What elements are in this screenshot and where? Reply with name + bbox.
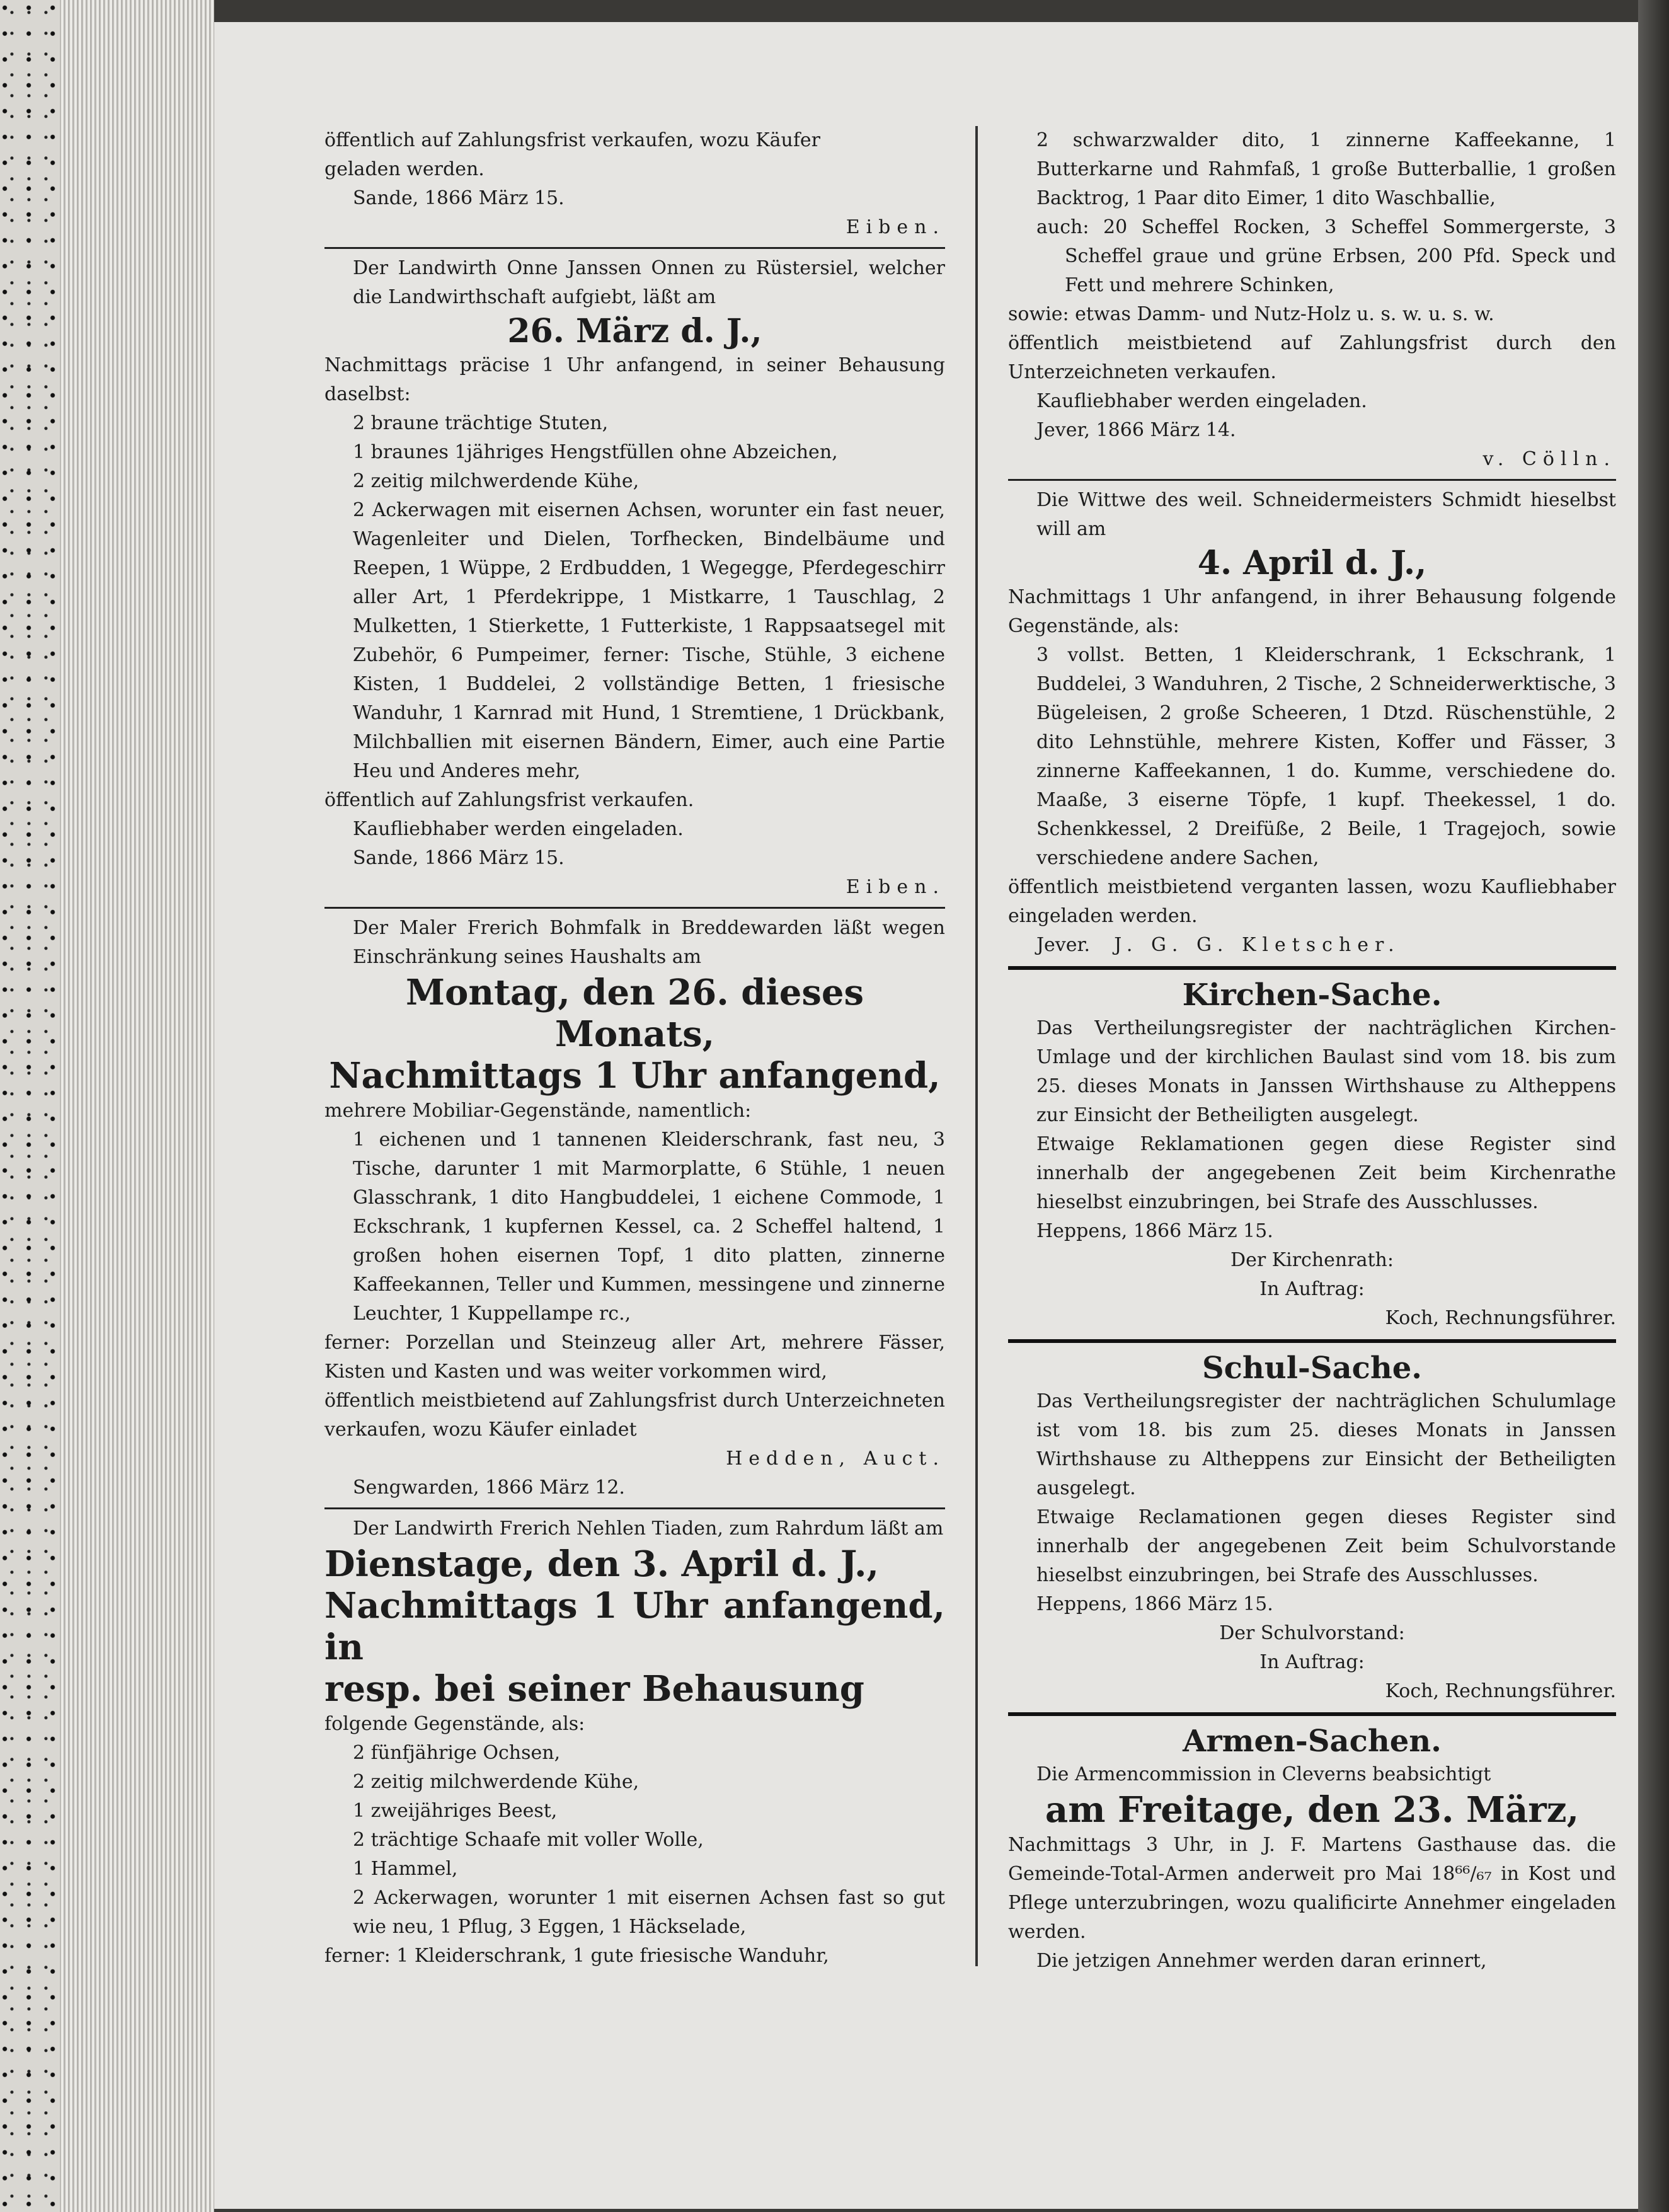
- separator: [1008, 1712, 1616, 1716]
- notice-paragraph: Etwaige Reclamationen gegen dieses Register sind innerhalb der angegebenen Zeit beim Schulvorstande hieselbst einzubringen, bei Strafe des Ausschlusses.: [1036, 1506, 1616, 1586]
- page-stack-edges: [60, 0, 214, 2212]
- signature: Hedden, Auct.: [726, 1448, 945, 1470]
- ad-time: Nachmittags 1 Uhr anfangend,: [329, 1055, 941, 1097]
- list-item: 1 braunes 1jähriges Hengstfüllen ohne Abzeichen,: [353, 441, 838, 463]
- list-item: 2 schwarzwalder dito, 1 zinnerne Kaffeekanne, 1 Butterkarne und Rahmfaß, 1 große Butterballie, 1 großen Backtrog, 1 Paar dito Eimer, 1 dito Waschballie,: [1036, 129, 1616, 209]
- ad-invite: Kaufliebhaber werden eingeladen.: [1036, 390, 1367, 412]
- list-item: 3 vollst. Betten, 1 Kleiderschrank, 1 Eckschrank, 1 Buddelei, 3 Wanduhren, 2 Tische, 2 Schneiderwerktische, 3 Bügeleisen, 2 große Scheeren, 1 Dtzd. Rüschenstühle, 2 dito Lehnstühle, mehrere Kisten, Koffer und Fässer, 3 zinnerne Kaffeekannen, 1 do. Kumme, verschiedene do. Maaße, 3 eiserne Töpfe, 1 kupf. Theekessel, 1 do. Schenkkessel, 2 Dreifüße, 2 Beile, 1 Tragejoch, sowie verschiedene andere Sachen,: [1036, 644, 1616, 869]
- notice-paragraph: Die jetzigen Annehmer werden daran erinnert,: [1036, 1950, 1487, 1972]
- ad-more: sowie: etwas Damm- und Nutz-Holz u. s. w. u. s. w.: [1008, 303, 1494, 325]
- signature: Koch, Rechnungsführer.: [1385, 1307, 1616, 1329]
- book-edge-speckled: [0, 0, 60, 2212]
- ad-intro: Die Wittwe des weil. Schneidermeisters Schmidt hieselbst will am: [1036, 489, 1616, 540]
- signature-line: [1008, 931, 1616, 960]
- ad-invite: Kaufliebhaber werden eingeladen.: [353, 818, 684, 840]
- ad-closing: öffentlich meistbietend auf Zahlungsfrist durch den Unterzeichneten verkaufen.: [1008, 332, 1616, 383]
- ad-time: Nachmittags 1 Uhr anfangend, in: [324, 1585, 945, 1668]
- list-item: 2 Ackerwagen mit eisernen Achsen, worunter ein fast neuer, Wagenleiter und Dielen, Torfhecken, Bindelbäume und Reepen, 1 Wüppe, 2 Erdbudden, 1 Wegegge, Pferdegeschirr aller Art, 1 Pferdekrippe, 1 Mistkarre, 1 Tauschlag, 2 Mulketten, 1 Stierkette, 1 Futterkiste, 1 Rappsaatsegel mit Zubehör, 6 Pumpeimer, ferner: Tische, Stühle, 3 eichene Kisten, 1 Buddelei, 2 vollständige Betten, 1 friesische Wanduhr, 1 Karnrad mit Hund, 1 Stremtiene, 1 Drückbank, Milchballien mit eisernen Bändern, Eimer, auch eine Partie Heu und Anderes mehr,: [353, 499, 945, 782]
- notice-paragraph: Etwaige Reklamationen gegen diese Register sind innerhalb der angegebenen Zeit beim Kirchenrathe hieselbst einzubringen, bei Strafe des Ausschlusses.: [1036, 1133, 1616, 1213]
- ad-closing: öffentlich auf Zahlungsfrist verkaufen.: [324, 789, 694, 811]
- notice-paragraph: Die Armencommission in Cleverns beabsichtigt: [1036, 1763, 1491, 1785]
- ad-more: auch: 20 Scheffel Rocken, 3 Scheffel Sommergerste, 3 Scheffel graue und grüne Erbsen, 200 Pfd. Speck und Fett und mehrere Schinken,: [1036, 216, 1616, 296]
- ad-closing: öffentlich meistbietend verganten lassen, wozu Kaufliebhaber eingeladen werden.: [1008, 876, 1616, 927]
- signature: Koch, Rechnungsführer.: [1385, 1680, 1616, 1702]
- separator: [1008, 966, 1616, 970]
- place-date: Heppens, 1866 März 15.: [1036, 1593, 1273, 1615]
- left-column: [324, 126, 945, 1971]
- list-item: 2 fünfjährige Ochsen,: [353, 1742, 561, 1764]
- separator: [1008, 1339, 1616, 1343]
- signatory: Der Kirchenrath:: [1230, 1249, 1394, 1271]
- signatory: In Auftrag:: [1259, 1278, 1365, 1300]
- separator: [324, 247, 945, 249]
- notice-paragraph: Nachmittags 3 Uhr, in J. F. Martens Gasthause das. die Gemeinde-Total-Armen anderweit pro Mai 18⁶⁶/₆₇ in Kost und Pflege unterzubringen, wozu qualificirte Annehmer eingeladen werden.: [1008, 1834, 1616, 1943]
- section-title-schul: Schul-Sache.: [1202, 1351, 1422, 1386]
- notice-paragraph: Das Vertheilungsregister der nachträglichen Schulumlage ist vom 18. bis zum 25. dieses Monats in Janssen Wirthshause zu Altheppens zur Einsicht der Betheiligten ausgelegt.: [1036, 1390, 1616, 1499]
- signatory: Der Schulvorstand:: [1219, 1622, 1405, 1644]
- column-divider: [975, 126, 978, 1966]
- separator: [324, 907, 945, 909]
- ad-location: resp. bei seiner Behausung: [324, 1668, 864, 1710]
- section-title-armen: Armen-Sachen.: [1183, 1724, 1442, 1759]
- right-book-edge: [1638, 0, 1669, 2212]
- ad-date: Dienstage, den 3. April d. J.,: [324, 1543, 880, 1585]
- ad-closing: öffentlich meistbietend auf Zahlungsfrist durch Unterzeichneten verkaufen, wozu Käufer einladet: [324, 1390, 945, 1441]
- ad-text: Nachmittags 1 Uhr anfangend, in ihrer Behausung folgende Gegenstände, als:: [1008, 586, 1616, 637]
- list-item: 2 trächtige Schaafe mit voller Wolle,: [353, 1829, 704, 1851]
- text-line: geladen werden.: [324, 158, 485, 180]
- list-item: 2 Ackerwagen, worunter 1 mit eisernen Achsen fast so gut wie neu, 1 Pflug, 3 Eggen, 1 Häckselade,: [353, 1887, 945, 1938]
- list-item: 2 zeitig milchwerdende Kühe,: [353, 470, 639, 492]
- list-item: 2 braune trächtige Stuten,: [353, 412, 609, 434]
- text-line: öffentlich auf Zahlungsfrist verkaufen, wozu Käufer: [324, 129, 821, 151]
- place-date: Sande, 1866 März 15.: [353, 187, 565, 209]
- signature: J. G. G. Kletscher.: [1114, 934, 1401, 956]
- ad-text: folgende Gegenstände, als:: [324, 1713, 585, 1735]
- list-item: 1 Hammel,: [353, 1858, 458, 1880]
- list-item: 1 eichenen und 1 tannenen Kleiderschrank, fast neu, 3 Tische, darunter 1 mit Marmorplatte, 6 Stühle, 1 neuen Glasschrank, 1 dito Hangbuddelei, 1 eichene Commode, 1 Eckschrank, 1 kupfernen Kessel, ca. 2 Scheffel haltend, 1 großen hohen eisernen Topf, 1 dito platten, zinnerne Kaffeekannen, Teller und Kummen, messingene und zinnerne Leuchter, 1 Kuppellampe rc.,: [353, 1129, 945, 1325]
- signature: Eiben.: [846, 216, 945, 238]
- ad-text: Nachmittags präcise 1 Uhr anfangend, in seiner Behausung daselbst:: [324, 354, 945, 405]
- place: Jever.: [1036, 934, 1091, 956]
- separator: [1008, 479, 1616, 481]
- place-date: Sengwarden, 1866 März 12.: [353, 1477, 625, 1499]
- ad-intro: Der Landwirth Frerich Nehlen Tiaden, zum Rahrdum läßt am: [353, 1518, 944, 1540]
- right-column: [1008, 126, 1616, 1976]
- ad-intro: Der Landwirth Onne Janssen Onnen zu Rüstersiel, welcher die Landwirthschaft aufgiebt, läßt am: [353, 257, 945, 308]
- ad-more: ferner: Porzellan und Steinzeug aller Art, mehrere Fässer, Kisten und Kasten und was weiter vorkommen wird,: [324, 1332, 945, 1383]
- list-item: 2 zeitig milchwerdende Kühe,: [353, 1771, 639, 1793]
- signatory: In Auftrag:: [1259, 1651, 1365, 1673]
- ad-date: am Freitage, den 23. März,: [1045, 1789, 1580, 1831]
- ad-text: mehrere Mobiliar-Gegenstände, namentlich:: [324, 1100, 752, 1122]
- ad-more: ferner: 1 Kleiderschrank, 1 gute friesische Wanduhr,: [324, 1945, 829, 1967]
- place-date: Jever, 1866 März 14.: [1036, 419, 1236, 441]
- place-date: Heppens, 1866 März 15.: [1036, 1220, 1273, 1242]
- signature: Eiben.: [846, 876, 945, 898]
- list-item: 1 zweijähriges Beest,: [353, 1800, 558, 1822]
- place-date: Sande, 1866 März 15.: [353, 847, 565, 869]
- ad-intro: Der Maler Frerich Bohmfalk in Breddewarden läßt wegen Einschränkung seines Haushalts am: [353, 917, 945, 968]
- separator: [324, 1507, 945, 1509]
- ad-date: Montag, den 26. dieses Monats,: [405, 972, 864, 1055]
- notice-paragraph: Das Vertheilungsregister der nachträglichen Kirchen-Umlage und der kirchlichen Baulast sind vom 18. bis zum 25. dieses Monats in Janssen Wirthshause zu Altheppens zur Einsicht der Betheiligten ausgelegt.: [1036, 1017, 1616, 1126]
- ad-date: 26. März d. J.,: [507, 312, 762, 350]
- section-title-kirchen: Kirchen-Sache.: [1182, 977, 1442, 1013]
- signature: v. Cölln.: [1483, 448, 1616, 470]
- ad-date: 4. April d. J.,: [1197, 544, 1427, 582]
